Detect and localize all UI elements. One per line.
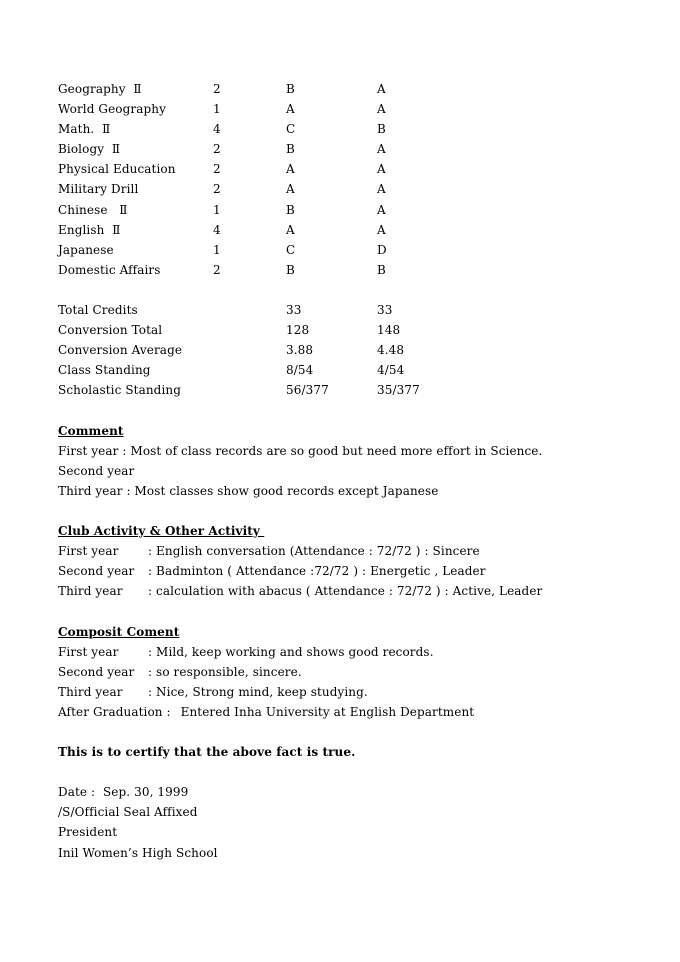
comment-text: : so responsible, sincere. xyxy=(148,664,302,679)
first-grade: C xyxy=(286,122,296,137)
credit-value: 2 xyxy=(213,162,221,177)
after-graduation xyxy=(58,702,658,722)
second-grade: A xyxy=(377,82,386,96)
first-grade: B xyxy=(286,142,295,157)
credit-value: 2 xyxy=(213,142,221,157)
grade-row xyxy=(58,99,658,119)
total-label: Total Credits xyxy=(58,303,138,318)
second-grade: D xyxy=(377,242,387,257)
second-value: 33 xyxy=(377,303,393,318)
second-grade: A xyxy=(377,102,386,117)
comment-heading: Comment xyxy=(58,423,124,438)
total-label: Scholastic Standing xyxy=(58,383,181,398)
second-value: 4.48 xyxy=(377,343,405,358)
total-label: Conversion Average xyxy=(58,343,183,358)
subject-name: Chinese Ⅱ xyxy=(58,202,128,217)
grade-row xyxy=(58,220,658,240)
subject-name: Geography Ⅱ xyxy=(58,82,142,96)
comment-text: : Nice, Strong mind, keep studying. xyxy=(148,684,368,699)
credit-value: 4 xyxy=(213,122,221,137)
comment-text: : Mild, keep working and shows good records. xyxy=(148,644,434,659)
first-grade: A xyxy=(286,222,295,237)
activity-text: : calculation with abacus ( Attendance : 72/72 ) : Active, Leader xyxy=(148,584,543,599)
certification-statement: This is to certify that the above fact is true. xyxy=(58,745,356,760)
comment-third-year: Third year : Most classes show good records except Japanese xyxy=(58,483,439,498)
second-grade: B xyxy=(377,262,386,277)
credit-value: 2 xyxy=(213,82,221,96)
year-label: First year xyxy=(58,644,119,659)
first-value: 8/54 xyxy=(286,363,314,378)
composite-first-year xyxy=(58,642,658,662)
totals-table xyxy=(58,300,658,400)
year-label: Second year xyxy=(58,664,135,679)
total-label: Conversion Total xyxy=(58,323,163,338)
year-label: Third year xyxy=(58,584,123,599)
credit-value: 1 xyxy=(213,242,221,257)
grade-row xyxy=(58,240,658,260)
grade-row xyxy=(58,79,658,99)
subject-name: Physical Education xyxy=(58,162,176,177)
second-grade: A xyxy=(377,182,386,197)
second-value: 148 xyxy=(377,323,401,338)
first-grade: C xyxy=(286,242,296,257)
subject-name: Domestic Affairs xyxy=(58,262,161,277)
after-graduation-text: Entered Inha University at English Department xyxy=(180,704,475,719)
transcript-page xyxy=(58,79,658,863)
total-row xyxy=(58,340,658,360)
composite-third-year xyxy=(58,682,658,702)
club-heading: Club Activity & Other Activity xyxy=(58,524,265,539)
second-grade: A xyxy=(377,162,386,177)
second-grade: B xyxy=(377,122,386,137)
composite-heading: Composit Coment xyxy=(58,624,180,639)
subject-name: Biology Ⅱ xyxy=(58,142,121,157)
first-value: 56/377 xyxy=(286,383,329,398)
grade-row xyxy=(58,179,658,199)
first-grade: B xyxy=(286,202,295,217)
club-second-year xyxy=(58,561,658,581)
activity-text: : English conversation (Attendance : 72/72 ) : Sincere xyxy=(148,544,480,559)
club-third-year xyxy=(58,581,658,601)
credit-value: 4 xyxy=(213,222,221,237)
second-value: 4/54 xyxy=(377,363,405,378)
first-value: 33 xyxy=(286,303,302,318)
grade-row xyxy=(58,159,658,179)
first-grade: A xyxy=(286,162,295,177)
subject-name: Math. Ⅱ xyxy=(58,122,111,137)
first-grade: A xyxy=(286,102,295,117)
comment-second-year: Second year xyxy=(58,463,135,478)
total-label: Class Standing xyxy=(58,363,151,378)
second-grade: A xyxy=(377,222,386,237)
year-label: First year xyxy=(58,544,119,559)
total-row xyxy=(58,300,658,320)
signature-title: President xyxy=(58,825,118,840)
second-grade: A xyxy=(377,202,386,217)
credit-value: 1 xyxy=(213,102,221,117)
subject-name: Japanese xyxy=(58,242,114,257)
grades-table xyxy=(58,79,658,280)
club-first-year xyxy=(58,541,658,561)
second-value: 35/377 xyxy=(377,383,420,398)
first-value: 128 xyxy=(286,323,310,338)
subject-name: World Geography xyxy=(58,102,166,117)
grade-row xyxy=(58,260,658,280)
signature-date: Date : Sep. 30, 1999 xyxy=(58,785,189,800)
credit-value: 1 xyxy=(213,202,221,217)
first-grade: A xyxy=(286,182,295,197)
credit-value: 2 xyxy=(213,182,221,197)
grade-row xyxy=(58,119,658,139)
subject-name: Military Drill xyxy=(58,182,139,197)
credit-value: 2 xyxy=(213,262,221,277)
subject-name: English Ⅱ xyxy=(58,222,121,237)
first-value: 3.88 xyxy=(286,343,314,358)
first-grade: B xyxy=(286,262,295,277)
after-graduation-label: After Graduation : xyxy=(58,704,171,719)
total-row xyxy=(58,320,658,340)
total-row xyxy=(58,380,658,400)
year-label: Third year xyxy=(58,684,123,699)
total-row xyxy=(58,360,658,380)
grade-row xyxy=(58,139,658,159)
first-grade: B xyxy=(286,82,295,96)
second-grade: A xyxy=(377,142,386,157)
signature-seal: /S/Official Seal Affixed xyxy=(58,805,198,820)
comment-first-year: First year : Most of class records are so good but need more effort in Science. xyxy=(58,443,543,458)
grade-row xyxy=(58,200,658,220)
signature-school: Inil Women’s High School xyxy=(58,845,218,860)
activity-text: : Badminton ( Attendance :72/72 ) : Energetic , Leader xyxy=(148,564,486,579)
composite-second-year xyxy=(58,662,658,682)
year-label: Second year xyxy=(58,564,135,579)
